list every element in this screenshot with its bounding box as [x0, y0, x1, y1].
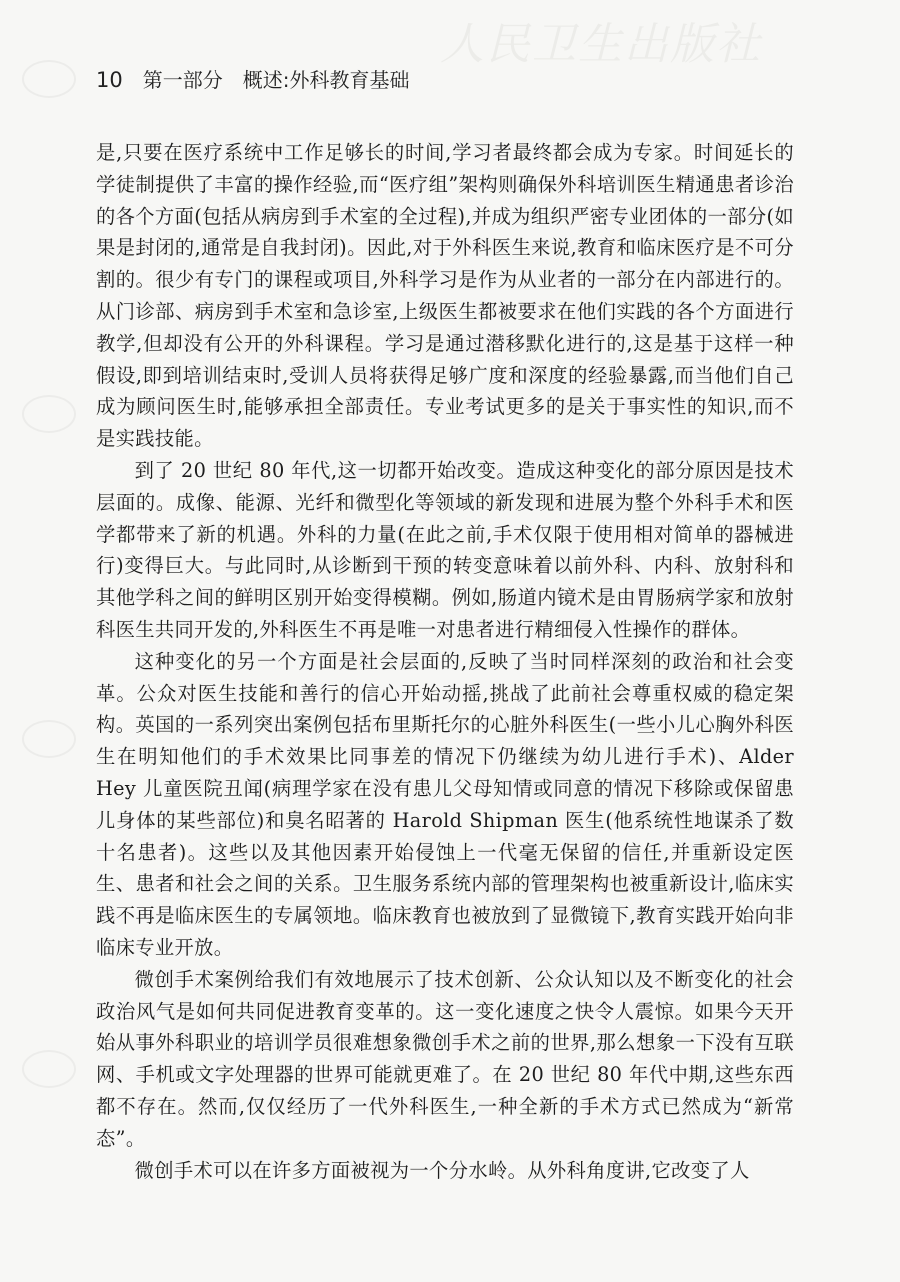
paragraph: 微创手术可以在许多方面被视为一个分水岭。从外科角度讲,它改变了人	[134, 1158, 750, 1182]
running-header	[96, 64, 409, 93]
publisher-seal-mark	[22, 60, 76, 98]
paragraph: 这种变化的另一个方面是社会层面的,反映了当时同样深刻的政治和社会变革。公众对医生技能和善行的信心开始动摇,挑战了此前社会尊重权威的稳定架构。英国的一系列突出案例包括布里斯托尔的心脏外科医生(一些小儿心胸外科医生在明知他们的手术效果比同事差的情况下仍继续为幼儿进行手术)、Alder Hey 儿童医院丑闻(病理学家在没有患儿父母知情或同意的情况下移除或保留患儿身体的某些部位)和臭名昭著的 Harold Shipman 医生(他系统性地谋杀了数十名患者)。这些以及其他因素开始侵蚀上一代毫无保留的信任,并重新设定医生、患者和社会之间的关系。卫生服务系统内部的管理架构也被重新设计,临床实践不再是临床医生的专属领地。临床教育也被放到了显微镜下,教育实践开始向非临床专业开放。	[96, 649, 794, 959]
part-label: 第一部分	[142, 68, 223, 92]
page-number: 10	[96, 68, 123, 92]
publisher-seal-mark	[22, 1050, 76, 1088]
paragraph: 是,只要在医疗系统中工作足够长的时间,学习者最终都会成为专家。时间延长的学徒制提供了丰富的操作经验,而“医疗组”架构则确保外科培训医生精通患者诊治的各个方面(包括从病房到手术室的全过程),并成为组织严密专业团体的一部分(如果是封闭的,通常是自我封闭)。因此,对于外科医生来说,教育和临床医疗是不可分割的。很少有专门的课程或项目,外科学习是作为从业者的一部分在内部进行的。从门诊部、病房到手术室和急诊室,上级医生都被要求在他们实践的各个方面进行教学,但却没有公开的外科课程。学习是通过潜移默化进行的,这是基于这样一种假设,即到培训结束时,受训人员将获得足够广度和深度的经验暴露,而当他们自己成为顾问医生时,能够承担全部责任。专业考试更多的是关于事实性的知识,而不是实践技能。	[96, 141, 794, 451]
paragraph: 微创手术案例给我们有效地展示了技术创新、公众认知以及不断变化的社会政治风气是如何共同促进教育变革的。这一变化速度之快令人震惊。如果今天开始从事外科职业的培训学员很难想象微创手术之前的世界,那么想象一下没有互联网、手机或文字处理器的世界可能就更难了。在 20 世纪 80 年代中期,这些东西都不存在。然而,仅仅经历了一代外科医生,一种全新的手术方式已然成为“新常态”。	[96, 967, 794, 1150]
publisher-seal-mark	[22, 395, 76, 433]
publisher-seal-mark	[22, 720, 76, 758]
paragraph: 到了 20 世纪 80 年代,这一切都开始改变。造成这种变化的部分原因是技术层面的。成像、能源、光纤和微型化等领域的新发现和进展为整个外科手术和医学都带来了新的机遇。外科的力量(在此之前,手术仅限于使用相对简单的器械进行)变得巨大。与此同时,从诊断到干预的转变意味着以前外科、内科、放射科和其他学科之间的鲜明区别开始变得模糊。例如,肠道内镜术是由胃肠病学家和放射科医生共同开发的,外科医生不再是唯一对患者进行精细侵入性操作的群体。	[96, 458, 794, 641]
chapter-title: 概述:外科教育基础	[242, 68, 410, 92]
body-text	[96, 137, 794, 1186]
publisher-watermark-text: 人民卫生出版社	[440, 19, 762, 70]
